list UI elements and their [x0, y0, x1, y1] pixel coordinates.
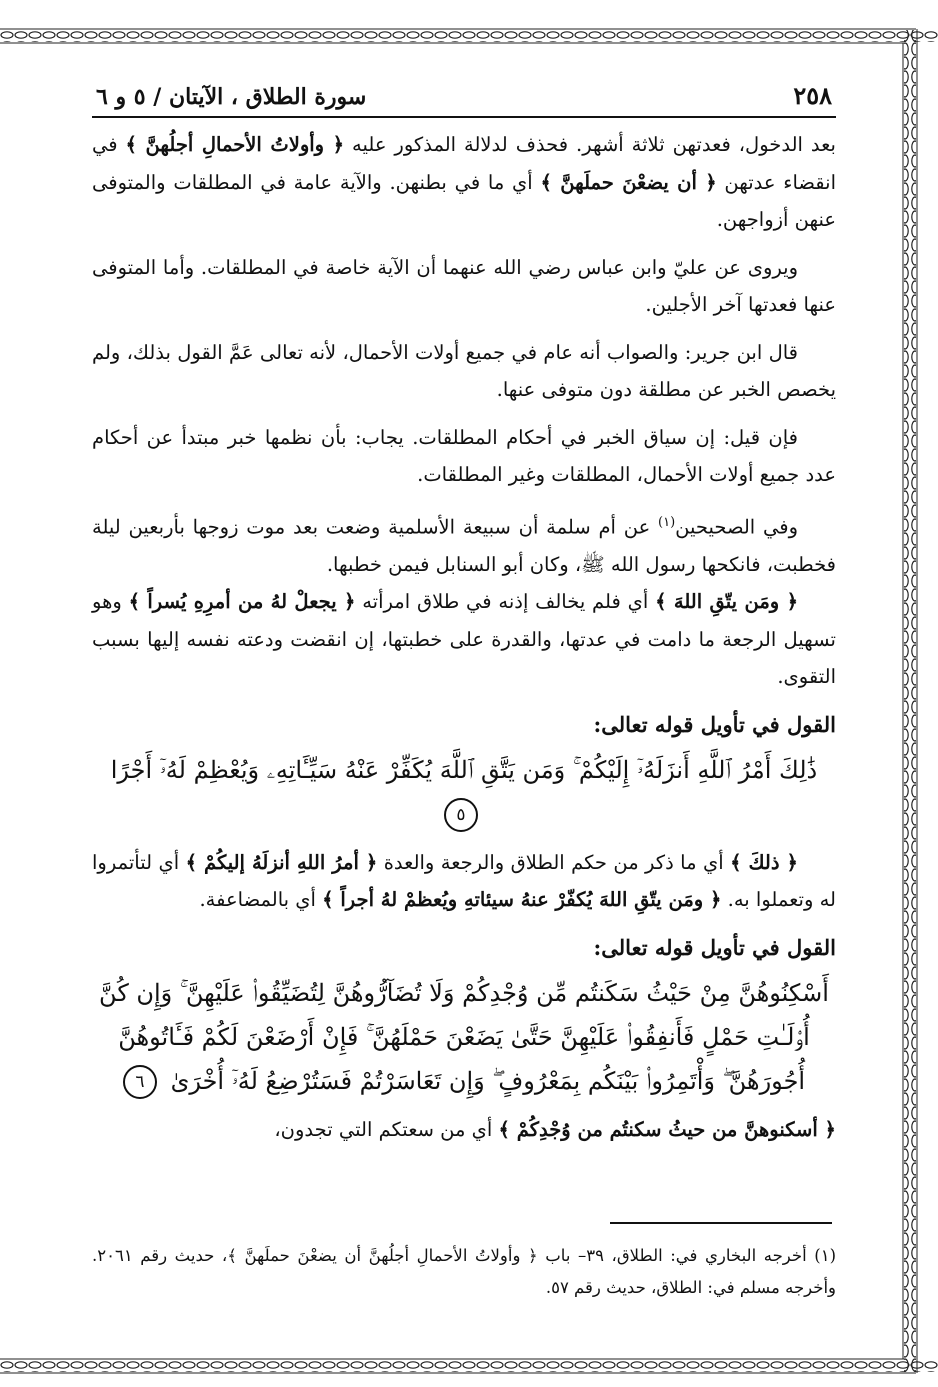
paragraph-8: ﴿ أسكنوهنَّ من حيثُ سكنتُم من وُجْدِكُمْ ﴾ أي من سعتكم التي تجدون،	[274, 1117, 836, 1141]
verse-number-marker: ٥	[444, 798, 478, 832]
paragraph-7: ﴿ ذلكَ ﴾ أي ما ذكر من حكم الطلاق والرجعة والعدة ﴿ أمرُ اللهِ أنزلَهُ إليكُمْ ﴾ أي لتأتمروا له وتعملوا به. ﴿ ومَن يتّقِ اللهَ يُكفّرْ عنهُ سيئاتهِ ويُعظمْ لهُ أجراً ﴾ أي بالمضاعفة.	[92, 850, 836, 911]
paragraph-5: وفي الصحيحين$^{(١)}$ عن أم سلمة أن سبيعة الأسلمية وضعت بعد موت زوجها بأربعين ليلة فخطبت، فانكحها رسول الله ﷺ، وكان أبو السنابل فيمن خطبها.	[92, 514, 836, 576]
paragraph-2: ويروى عن عليّ وابن عباس رضي الله عنهما أن الآية خاصة في المطلقات. وأما المتوفى عنها فعدتها آخر الأجلين.	[92, 255, 836, 316]
quran-quote: ﴿ أسكنوهنَّ من حيثُ سكنتُم من وُجْدِكُمْ ﴾	[498, 1117, 836, 1141]
quran-verse-6: أَسْكِنُوهُنَّ مِنْ حَيْثُ سَكَنتُم مِّن وُجْدِكُمْ وَلَا تُضَآرُّوهُنَّ لِتُضَيِّقُوا۟ عَلَيْهِنَّ ۚ وَإِن كُنَّ أُو۟لَـٰتِ حَمْلٍ فَأَنفِقُوا۟ عَلَيْهِنَّ حَتَّىٰ يَضَعْنَ حَمْلَهُنَّ ۚ فَإِنْ أَرْضَعْنَ لَكُمْ فَـَٔاتُوهُنَّ أُجُورَهُنَّ ۖ وَأْتَمِرُوا۟ بَيْنَكُم بِمَعْرُوفٍ ۖ وَإِن تَعَاسَرْتُمْ فَسَتُرْضِعُ لَهُۥٓ أُخْرَىٰ ٦	[92, 971, 836, 1103]
footnote-reference: (١)	[658, 514, 676, 530]
section-heading: القول في تأويل قوله تعالى:	[593, 711, 836, 737]
quran-quote: ﴿ ذلكَ ﴾	[730, 850, 798, 874]
footnote-1: (١) أخرجه البخاري في: الطلاق، ٣٩– باب ﴿ وأولاتُ الأحمالِ أجلُهنَّ أن يضعْنَ حملَهنَّ ﴾، حديث رقم ٢٠٦١. وأخرجه مسلم في: الطلاق، حديث رقم ٥٧.	[92, 1246, 836, 1297]
running-header	[92, 60, 836, 118]
section-heading: القول في تأويل قوله تعالى:	[593, 934, 836, 960]
footnotes	[92, 1240, 836, 1304]
surah-title: سورة الطلاق ، الآيتان / ٥ و ٦	[96, 84, 367, 110]
quran-quote: ﴿ أمرُ اللهِ أنزلَهُ إليكُمْ ﴾	[185, 850, 378, 874]
quran-quote: ﴿ أن يضعْنَ حملَهنَّ ﴾	[540, 170, 717, 194]
verse-number-marker: ٦	[123, 1065, 157, 1099]
paragraph-3: قال ابن جرير: والصواب أنه عام في جميع أولات الأحمال، لأنه تعالى عَمَّ القول بذلك، ولم يخصص الخبر عن مطلقة دون متوفى عنها.	[92, 340, 836, 401]
quran-quote: ﴿ يجعلْ لهُ من أمرِهِ يُسراً ﴾	[128, 590, 356, 613]
quran-quote: ﴿ ومَن يتّقِ اللهَ يُكفّرْ عنهُ سيئاتهِ ويُعظمْ لهُ أجراً ﴾	[322, 888, 722, 911]
page-number: ٢٥٨	[793, 81, 832, 110]
quran-verse-5: ذَٰلِكَ أَمْرُ ٱللَّهِ أَنزَلَهُۥٓ إِلَيْكُمْ ۚ وَمَن يَتَّقِ ٱللَّهَ يُكَفِّرْ عَنْهُ سَيِّـَٔاتِهِۦ وَيُعْظِمْ لَهُۥٓ أَجْرًا ٥	[92, 748, 836, 836]
book-page	[92, 60, 836, 1158]
paragraph-6: ﴿ ومَن يتّقِ اللهَ ﴾ أي فلم يخالف إذنه في طلاق امرأته ﴿ يجعلْ لهُ من أمرِهِ يُسراً ﴾ وهو تسهيل الرجعة ما دامت في عدتها، والقدرة على خطبتها، إن انقضت ودعته نفسه إليها بسبب التقوى.	[92, 590, 836, 688]
quran-quote: ﴿ ومَن يتّقِ اللهَ ﴾	[655, 590, 798, 613]
quran-quote: ﴿ وأولاتُ الأحمالِ أجلُهنَّ ﴾	[125, 133, 345, 156]
paragraph-4: فإن قيل: إن سياق الخبر في أحكام المطلقات. يجاب: بأن نظمها خبر مبتدأ عن أحكام عدد جميع أولات الأحمال، المطلقات وغير المطلقات.	[92, 425, 836, 486]
paragraph-1: بعد الدخول، فعدتهن ثلاثة أشهر. فحذف لدلالة المذكور عليه ﴿ وأولاتُ الأحمالِ أجلُهنَّ ﴾ في انقضاء عدتهن ﴿ أن يضعْنَ حملَهنَّ ﴾ أي ما في بطنهن. والآية عامة في المطلقات والمتوفى عنهن أزواجهن.	[92, 133, 837, 231]
footnote-separator	[610, 1222, 832, 1224]
commentary-body	[92, 126, 836, 1148]
